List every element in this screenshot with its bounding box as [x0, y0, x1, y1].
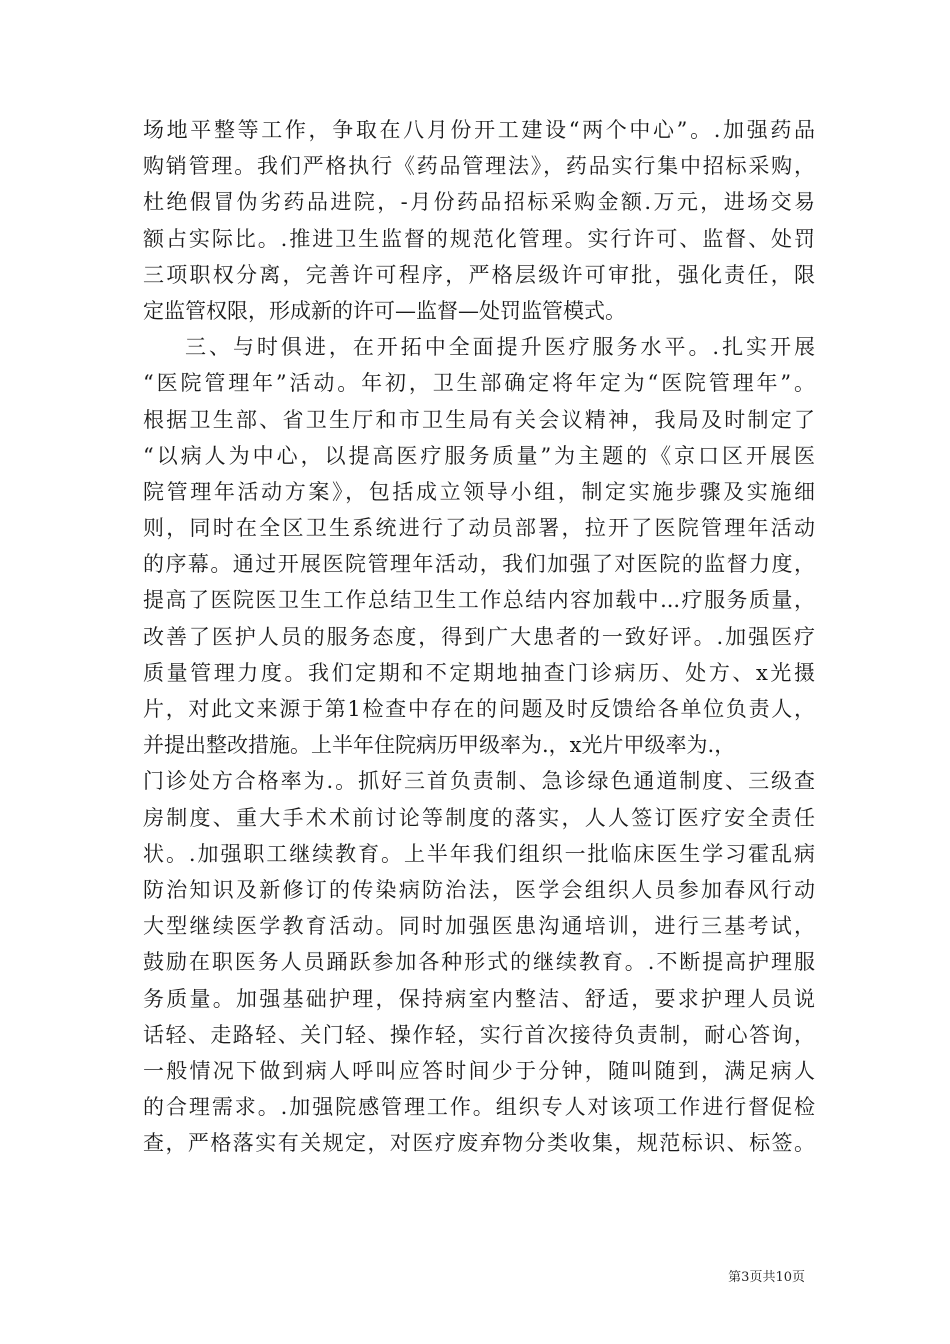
body-line: 务质量。加强基础护理，保持病室内整洁、舒适，要求护理人员说	[143, 986, 815, 1011]
body-line: 购销管理。我们严格执行《药品管理法》，药品实行集中招标采购，	[143, 154, 815, 179]
body-line: 三项职权分离，完善许可程序，严格层级许可审批，强化责任，限	[143, 262, 815, 287]
body-line: 则，同时在全区卫生系统进行了动员部署，拉开了医院管理年活动	[143, 516, 815, 541]
body-line: 定监管权限，形成新的许可—监督—处罚监管模式。	[143, 298, 626, 323]
body-line: 并提出整改措施。上半年住院病历甲级率为.，x光片甲级率为.，	[143, 733, 736, 758]
body-line: 一般情况下做到病人呼叫应答时间少于分钟，随叫随到，满足病人	[143, 1058, 815, 1083]
body-line: 鼓励在职医务人员踊跃参加各种形式的继续教育。.不断提高护理服	[143, 950, 815, 975]
body-line: 院管理年活动方案》，包括成立领导小组，制定实施步骤及实施细	[143, 479, 815, 504]
body-line: 门诊处方合格率为.。抓好三首负责制、急诊绿色通道制度、三级查	[143, 769, 815, 794]
body-line: 状。.加强职工继续教育。上半年我们组织一批临床医生学习霍乱病	[143, 841, 815, 866]
section-heading-line: 三、与时俱进，在开拓中全面提升医疗服务水平。.扎实开展	[185, 335, 815, 360]
body-line: “医院管理年”活动。年初，卫生部确定将年定为“医院管理年”。	[143, 371, 815, 396]
body-line: 防治知识及新修订的传染病防治法，医学会组织人员参加春风行动	[143, 877, 815, 902]
body-line: 质量管理力度。我们定期和不定期地抽查门诊病历、处方、x光摄	[143, 660, 815, 685]
body-line: 房制度、重大手术术前讨论等制度的落实，人人签订医疗安全责任	[143, 805, 815, 830]
body-line: 根据卫生部、省卫生厅和市卫生局有关会议精神，我局及时制定了	[143, 407, 815, 432]
body-line: 查，严格落实有关规定，对医疗废弃物分类收集，规范标识、标签。	[143, 1131, 815, 1156]
body-line: 话轻、走路轻、关门轻、操作轻，实行首次接待负责制，耐心答询，	[143, 1022, 815, 1047]
body-line: “以病人为中心，以提高医疗服务质量”为主题的《京口区开展医	[143, 443, 815, 468]
page-number-footer: 第3页共10页	[728, 1270, 805, 1285]
body-line: 大型继续医学教育活动。同时加强医患沟通培训，进行三基考试，	[143, 914, 815, 939]
body-line: 的合理需求。.加强院感管理工作。组织专人对该项工作进行督促检	[143, 1095, 815, 1120]
body-line: 改善了医护人员的服务态度，得到广大患者的一致好评。.加强医疗	[143, 624, 815, 649]
body-line: 提高了医院医卫生工作总结卫生工作总结内容加载中...疗服务质量，	[143, 588, 815, 613]
body-line: 杜绝假冒伪劣药品进院，-月份药品招标采购金额.万元，进场交易	[143, 190, 815, 215]
body-line: 场地平整等工作，争取在八月份开工建设“两个中心”。.加强药品	[143, 118, 815, 142]
document-body	[143, 112, 815, 1161]
body-line: 的序幕。通过开展医院管理年活动，我们加强了对医院的监督力度，	[143, 552, 815, 577]
body-line: 额占实际比。.推进卫生监督的规范化管理。实行许可、监督、处罚	[143, 226, 815, 251]
body-line: 片，对此文来源于第1检查中存在的问题及时反馈给各单位负责人，	[143, 697, 815, 721]
